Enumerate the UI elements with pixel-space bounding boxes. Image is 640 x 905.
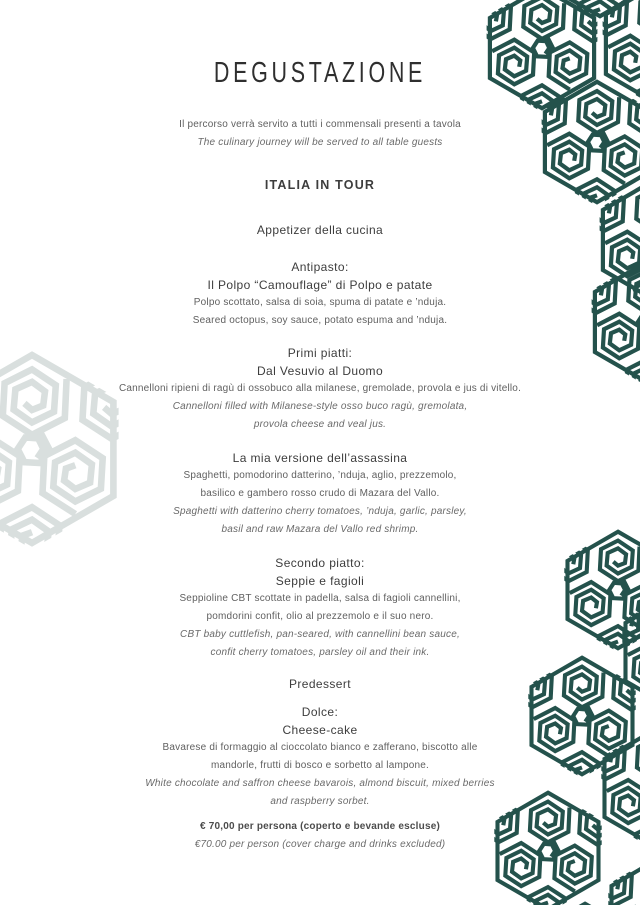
price-line-english: €70.00 per person (cover charge and drinks excluded) bbox=[194, 839, 446, 850]
course-primi-piatti bbox=[60, 344, 580, 434]
course-label: Dolce: bbox=[301, 705, 339, 719]
course-desc-it: basilico e gambero rosso crudo di Mazara del Vallo. bbox=[200, 488, 440, 499]
predessert-heading: Predessert bbox=[288, 677, 352, 691]
course-desc-en: CBT baby cuttlefish, pan-seared, with cannellini bean sauce, bbox=[180, 629, 460, 640]
course-title: Dal Vesuvio al Duomo bbox=[256, 364, 384, 378]
course-assassina bbox=[60, 449, 580, 539]
course-desc-en: provola cheese and veal jus. bbox=[253, 419, 387, 430]
course-desc-en: Seared octopus, soy sauce, potato espuma and ’nduja. bbox=[192, 315, 448, 326]
course-desc-en: confit cherry tomatoes, parsley oil and their ink. bbox=[210, 647, 430, 658]
course-desc-it: pomdorini confit, olio al prezzemolo e il suo nero. bbox=[206, 611, 434, 622]
course-label: Antipasto: bbox=[291, 260, 349, 274]
page-title: DEGUSTAZIONE bbox=[213, 57, 427, 89]
price-line-italian: € 70,00 per persona (coperto e bevande escluse) bbox=[199, 821, 441, 832]
course-antipasto bbox=[60, 258, 580, 330]
course-title: Cheese-cake bbox=[282, 723, 358, 737]
course-label: Secondo piatto: bbox=[275, 556, 365, 570]
course-desc-it: Bavarese di formaggio al cioccolato bianco e zafferano, biscotto alle bbox=[162, 742, 478, 753]
intro-line-italian: Il percorso verrà servito a tutti i commensali presenti a tavola bbox=[179, 119, 461, 130]
course-desc-en: Cannelloni filled with Milanese-style osso buco ragù, gremolata, bbox=[172, 401, 468, 412]
section-heading: Appetizer della cucina bbox=[256, 223, 384, 237]
course-title: Il Polpo “Camouflage” di Polpo e patate bbox=[207, 278, 433, 292]
course-desc-en: White chocolate and saffron cheese bavarois, almond biscuit, mixed berries bbox=[145, 778, 495, 789]
course-title: Seppie e fagioli bbox=[275, 574, 365, 588]
course-desc-it: Spaghetti, pomodorino datterino, ’nduja, aglio, prezzemolo, bbox=[183, 470, 457, 481]
course-desc-en: Spaghetti with datterino cherry tomatoes, ’nduja, garlic, parsley, bbox=[173, 506, 467, 517]
course-desc-it: mandorle, frutti di bosco e sorbetto al lampone. bbox=[210, 760, 430, 771]
course-dolce bbox=[60, 703, 580, 811]
course-desc-it: Seppioline CBT scottate in padella, salsa di fagioli cannellini, bbox=[179, 593, 461, 604]
course-desc-it: Polpo scottato, salsa di soia, spuma di patate e ’nduja. bbox=[193, 297, 447, 308]
course-desc-en: and raspberry sorbet. bbox=[270, 796, 370, 807]
course-desc-it: Cannelloni ripieni di ragù di ossobuco alla milanese, gremolade, provola e jus di vitello. bbox=[118, 383, 522, 394]
menu-content bbox=[60, 0, 580, 854]
tour-heading: ITALIA IN TOUR bbox=[264, 178, 376, 192]
course-secondo-piatto bbox=[60, 554, 580, 662]
course-title: La mia versione dell’assassina bbox=[232, 451, 408, 465]
course-desc-en: basil and raw Mazara del Vallo red shrimp. bbox=[221, 524, 419, 535]
intro-line-english: The culinary journey will be served to all table guests bbox=[197, 137, 443, 148]
course-label: Primi piatti: bbox=[287, 346, 353, 360]
